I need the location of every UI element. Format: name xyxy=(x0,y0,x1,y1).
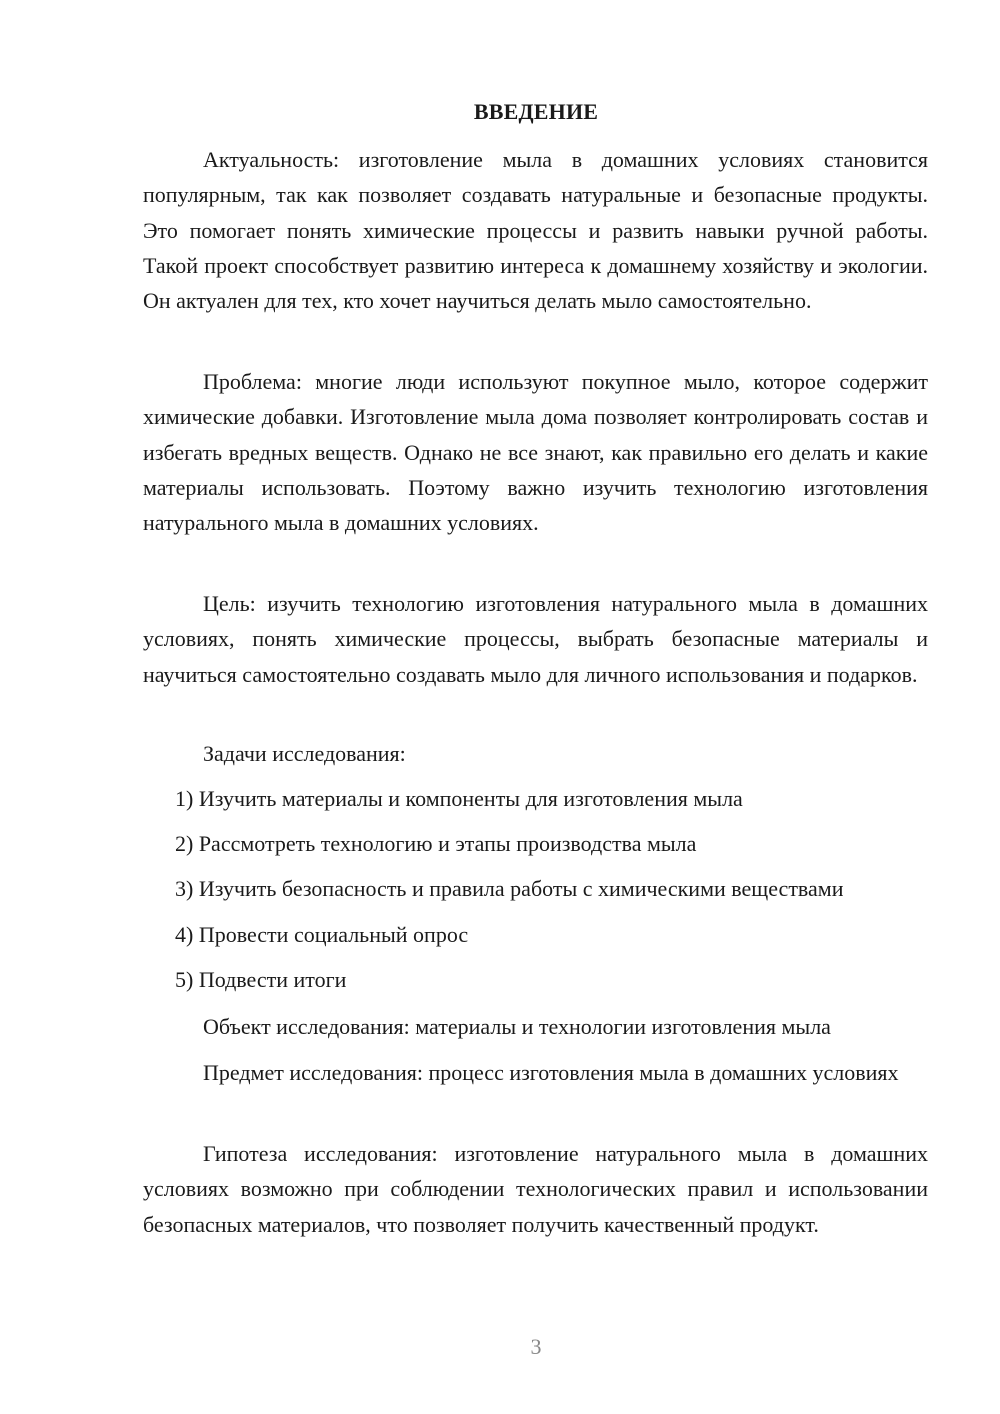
task-item-3: 3) Изучить безопасность и правила работы с химическими веществами xyxy=(175,876,844,901)
task-item-1: 1) Изучить материалы и компоненты для изготовления мыла xyxy=(175,786,743,811)
page-number: 3 xyxy=(530,1334,542,1359)
tasks-title: Задачи исследования: xyxy=(203,741,406,766)
task-item-4: 4) Провести социальный опрос xyxy=(175,922,469,947)
object-paragraph: Объект исследования: материалы и технологии изготовления мыла xyxy=(203,1014,831,1039)
subject-paragraph: Предмет исследования: процесс изготовления мыла в домашних условиях xyxy=(203,1060,899,1085)
goal-paragraph: Цель: изучить технологию изготовления натурального мыла в домашних условиях, понять химические процессы, выбрать безопасные материалы и научиться самостоятельно создавать мыло для личного использования и подарков. xyxy=(143,591,928,687)
task-item-5: 5) Подвести итоги xyxy=(175,967,347,992)
problem-paragraph: Проблема: многие люди используют покупное мыло, которое содержит химические добавки. Изготовление мыла дома позволяет контролировать состав и избегать вредных веществ. Однако не все знают, как правильно его делать и какие материалы использовать. Поэтому важно изучить технологию изготовления натурального мыла в домашних условиях. xyxy=(143,369,928,536)
section-heading: ВВЕДЕНИЕ xyxy=(473,99,599,124)
task-item-2: 2) Рассмотреть технологию и этапы производства мыла xyxy=(175,831,697,856)
hypothesis-paragraph: Гипотеза исследования: изготовление натурального мыла в домашних условиях возможно при соблюдении технологических правил и использовании безопасных материалов, что позволяет получить качественный продукт. xyxy=(143,1141,928,1237)
relevance-paragraph: Актуальность: изготовление мыла в домашних условиях становится популярным, так как позволяет создавать натуральные и безопасные продукты. Это помогает понять химические процессы и развить навыки ручной работы. Такой проект способствует развитию интереса к домашнему хозяйству и экологии. Он актуален для тех, кто хочет научиться делать мыло самостоятельно. xyxy=(143,147,928,314)
